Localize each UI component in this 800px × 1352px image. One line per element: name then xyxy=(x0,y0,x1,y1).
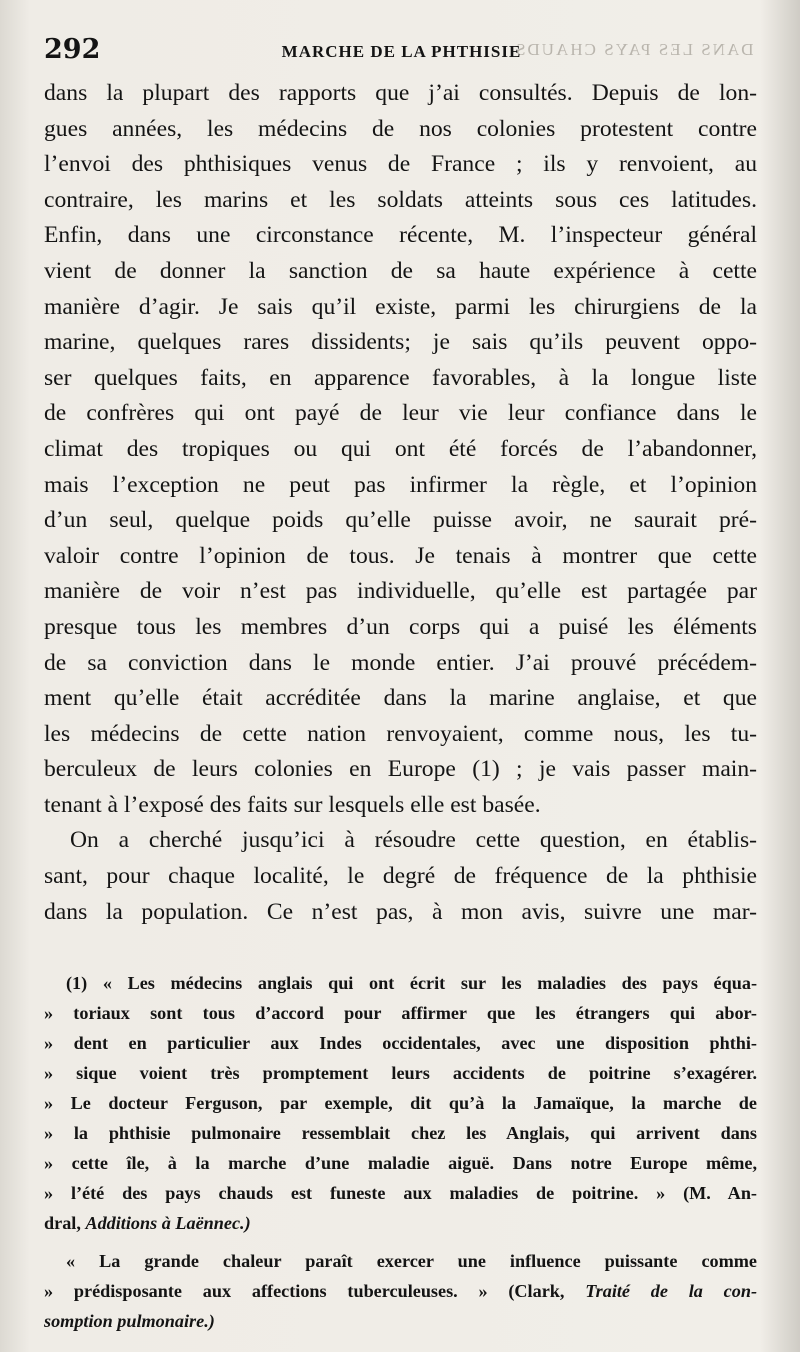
footnote-citation: somption pulmonaire.) xyxy=(44,1311,215,1331)
text-line: berculeux de leurs colonies en Europe (1) ; je vais passer main- xyxy=(44,756,757,783)
footnote-text: dral, xyxy=(44,1213,86,1233)
page-number: 292 xyxy=(44,34,101,65)
text-line: l’envoi des phthisiques venus de France ; ils y renvoient, au xyxy=(44,151,757,178)
text-line: On a cherché jusqu’ici à résoudre cette question, en établis- xyxy=(70,827,757,854)
footnote-citation: Traité de la con- xyxy=(585,1281,757,1301)
text-line: climat des tropiques ou qui ont été forcés de l’abandonner, xyxy=(44,435,757,462)
text-line: manière d’agir. Je sais qu’il existe, parmi les chirurgiens de la xyxy=(44,293,757,320)
text-line: ser quelques faits, en apparence favorables, à la longue liste xyxy=(44,364,757,391)
text-line: d’un seul, quelque poids qu’elle puisse avoir, ne saurait pré- xyxy=(44,507,757,534)
footnote-line: » toriaux sont tous d’accord pour affirmer que les étrangers qui abor- xyxy=(44,1003,757,1023)
text-line: dans la plupart des rapports que j’ai consultés. Depuis de lon- xyxy=(44,80,757,106)
text-line: ment qu’elle était accréditée dans la marine anglaise, et que xyxy=(44,685,757,712)
footnote-line xyxy=(44,1276,757,1306)
text-line: marine, quelques rares dissidents; je sais qu’ils peuvent oppo- xyxy=(44,329,757,356)
footnote-line: « La grande chaleur paraît exercer une influence puissante comme xyxy=(66,1251,757,1271)
footnote-citation: Additions à Laënnec.) xyxy=(85,1213,251,1233)
text-line: dans la population. Ce n’est pas, à mon avis, suivre une mar- xyxy=(44,898,757,925)
text-line: de sa conviction dans le monde entier. J’ai prouvé précédem- xyxy=(44,649,757,676)
main-text xyxy=(44,76,757,930)
footnote-line: » Le docteur Ferguson, par exemple, dit qu’à la Jamaïque, la marche de xyxy=(44,1093,757,1113)
footnote-line xyxy=(44,1306,757,1336)
text-line: mais l’exception ne peut pas infirmer la règle, et l’opinion xyxy=(44,471,757,498)
footnote-line: (1) « Les médecins anglais qui ont écrit sur les maladies des pays équa- xyxy=(66,973,757,993)
running-title: MARCHE DE LA PHTHISIE xyxy=(281,42,522,61)
page-header xyxy=(44,34,759,74)
text-line: presque tous les membres d’un corps qui a puisé les éléments xyxy=(44,613,757,640)
text-line: tenant à l’exposé des faits sur lesquels elle est basée. xyxy=(44,791,541,818)
text-line: contraire, les marins et les soldats atteints sous ces latitudes. xyxy=(44,186,757,213)
text-line: Enfin, dans une circonstance récente, M. l’inspecteur général xyxy=(44,222,757,249)
footnotes xyxy=(44,968,757,1336)
text-line: de confrères qui ont payé de leur vie leur confiance dans le xyxy=(44,400,757,427)
text-line: manière de voir n’est pas individuelle, qu’elle est partagée par xyxy=(44,578,757,605)
text-line: gues années, les médecins de nos colonies protestent contre xyxy=(44,115,757,142)
text-line: sant, pour chaque localité, le degré de fréquence de la phthisie xyxy=(44,863,757,890)
footnote-line: » cette île, à la marche d’une maladie aiguë. Dans notre Europe même, xyxy=(44,1153,757,1173)
bleed-through-text: DANS LES PAYS CHAUDS xyxy=(514,40,754,59)
footnote-line: » dent en particulier aux Indes occidentales, avec une disposition phthi- xyxy=(44,1033,757,1053)
text-line: vient de donner la sanction de sa haute expérience à cette xyxy=(44,257,757,284)
footnote-line: » l’été des pays chauds est funeste aux maladies de poitrine. » (M. An- xyxy=(44,1183,757,1203)
footnote-text: » prédisposante aux affections tuberculeuses. » (Clark, xyxy=(44,1281,586,1301)
text-line: les médecins de cette nation renvoyaient, comme nous, les tu- xyxy=(44,720,757,747)
footnote-line: » la phthisie pulmonaire ressemblait chez les Anglais, qui arrivent dans xyxy=(44,1123,757,1143)
footnote-line xyxy=(44,1208,757,1238)
text-line: valoir contre l’opinion de tous. Je tenais à montrer que cette xyxy=(44,542,757,569)
footnote-line: » sique voient très promptement leurs accidents de poitrine s’exagérer. xyxy=(44,1063,757,1083)
